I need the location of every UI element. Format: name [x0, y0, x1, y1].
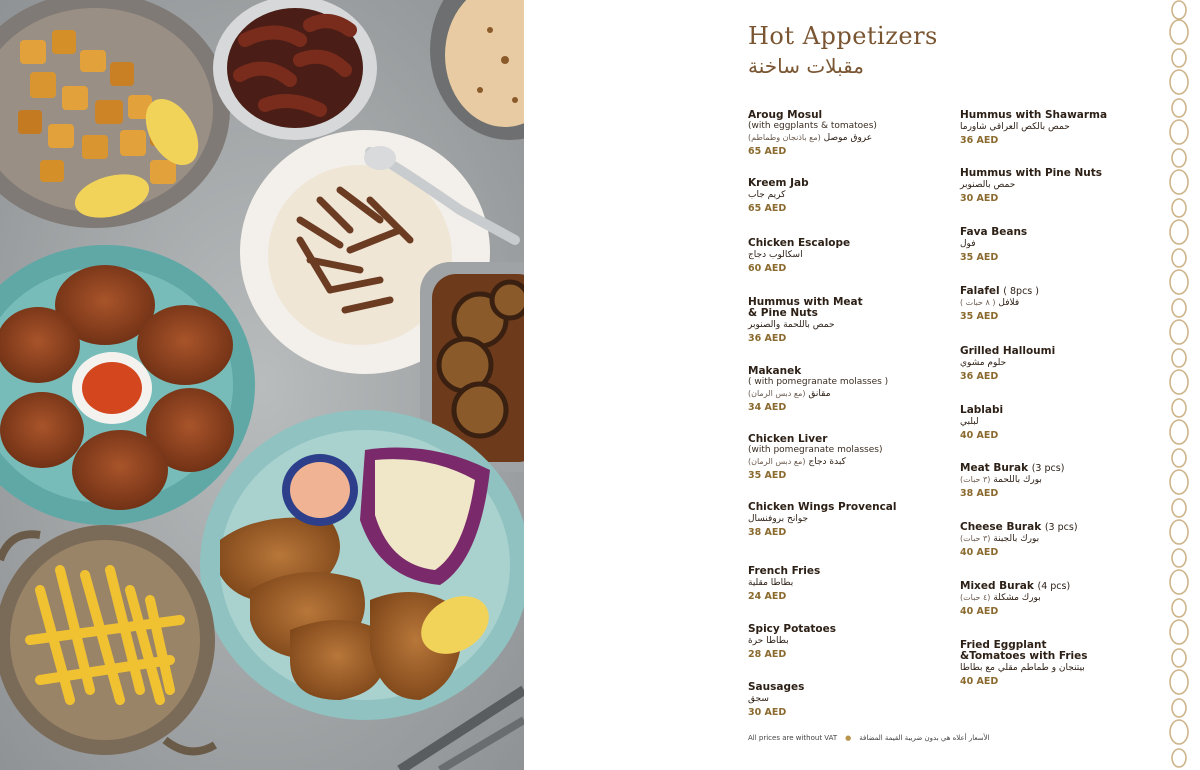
item-name-arabic: حمص بالصنوبر: [960, 180, 1016, 190]
item-name-arabic: فول: [960, 239, 976, 249]
item-price: 38 AED: [748, 527, 787, 538]
item-name: Chicken Wings Provencal: [748, 501, 897, 513]
menu-item: [748, 502, 958, 539]
item-name-arabic: بورك باللحمة: [993, 475, 1042, 485]
item-name-arabic: اسكالوب دجاج: [748, 250, 803, 260]
item-name-arabic: جوانح بروفنسال: [748, 514, 809, 524]
menu-item: [748, 624, 958, 661]
item-name-arabic: حمص بالكص العراقي شاورما: [960, 122, 1070, 132]
menu-item: [960, 227, 1170, 264]
item-price: 40 AED: [960, 430, 999, 441]
menu-item: [748, 366, 958, 414]
item-name-arabic: بورك بالجبنة: [993, 534, 1040, 544]
menu-item: [748, 682, 958, 719]
item-name: Sausages: [748, 681, 805, 693]
item-name-arabic: عروق موصل: [823, 133, 873, 143]
menu-item: [748, 566, 958, 603]
item-name-arabic: كريم جاب: [748, 190, 786, 200]
separator-dot: ●: [845, 734, 852, 742]
item-quantity: (3 pcs): [1031, 463, 1065, 474]
item-name: Falafel: [960, 285, 1000, 297]
item-price: 36 AED: [960, 135, 999, 146]
item-price: 35 AED: [960, 311, 999, 322]
item-name-arabic: بورك مشكلة: [993, 593, 1041, 603]
item-name-arabic: كبدة دجاج: [808, 457, 846, 467]
item-name: Cheese Burak: [960, 521, 1042, 533]
menu-item: [748, 297, 873, 345]
menu-item: [960, 581, 1170, 618]
menu-item: [960, 522, 1170, 559]
item-quantity-arabic: ( ٨ حبات ): [960, 298, 996, 307]
item-name: Mixed Burak: [960, 580, 1034, 592]
item-price: 65 AED: [748, 203, 787, 214]
item-name-arabic: بيتنجان و طماطم مقلي مع بطاطا: [960, 663, 1085, 673]
menu-item: [960, 640, 1090, 688]
item-name-arabic: فلافل: [998, 298, 1020, 308]
menu-item: [748, 434, 958, 482]
item-name-arabic: حمص باللحمة والصنوبر: [748, 320, 835, 330]
item-name: Lablabi: [960, 404, 1004, 416]
menu-item: [960, 346, 1170, 383]
vat-note-arabic: الأسعار أعلاه هي بدون ضريبة القيمة المضافة: [859, 734, 990, 742]
item-note-arabic: (مع دبس الرمان): [748, 389, 806, 398]
item-name: Hummus with Shawarma: [960, 109, 1108, 121]
item-note: ( with pomegranate molasses ): [748, 377, 889, 387]
item-name-arabic: بطاطا مقلية: [748, 578, 794, 588]
item-quantity-arabic: (٣ حبات): [960, 475, 991, 484]
item-name: Chicken Escalope: [748, 237, 851, 249]
item-name: Meat Burak: [960, 462, 1029, 474]
menu-item: [960, 463, 1170, 500]
item-price: 30 AED: [960, 193, 999, 204]
item-price: 40 AED: [960, 676, 999, 687]
menu-item: [748, 110, 958, 158]
item-price: 36 AED: [960, 371, 999, 382]
item-name: Fava Beans: [960, 226, 1028, 238]
item-name: Spicy Potatoes: [748, 623, 837, 635]
item-name: Makanek: [748, 365, 802, 377]
menu-item: [748, 178, 958, 215]
item-price: 60 AED: [748, 263, 787, 274]
item-note-arabic: (مع دبس الرمان): [748, 457, 806, 466]
item-name: Aroug Mosul: [748, 109, 823, 121]
item-price: 34 AED: [748, 402, 787, 413]
item-name: Chicken Liver: [748, 433, 828, 445]
item-quantity: (3 pcs): [1044, 522, 1078, 533]
item-price: 38 AED: [960, 488, 999, 499]
item-name-arabic: حلوم مشوي: [960, 358, 1007, 368]
item-price: 65 AED: [748, 146, 787, 157]
item-name: French Fries: [748, 565, 821, 577]
item-quantity-arabic: (٣ حبات): [960, 534, 991, 543]
item-name: Hummus with Pine Nuts: [960, 167, 1103, 179]
item-note-arabic: (مع باذنجان وطماطم): [748, 133, 821, 142]
food-photo: [0, 0, 524, 770]
item-price: 35 AED: [960, 252, 999, 263]
item-quantity-arabic: (٤ حبات): [960, 593, 991, 602]
item-price: 24 AED: [748, 591, 787, 602]
section-title: Hot Appetizers: [748, 22, 938, 50]
item-price: 40 AED: [960, 547, 999, 558]
item-price: 40 AED: [960, 606, 999, 617]
section-title-arabic: مقبلات ساخنة: [748, 54, 864, 78]
item-quantity: (4 pcs): [1037, 581, 1071, 592]
vat-note: [748, 734, 990, 742]
item-name: Fried Eggplant &Tomatoes with Fries: [960, 639, 1088, 662]
item-note: (with eggplants & tomatoes): [748, 121, 877, 131]
chain-border-ornament: [1166, 0, 1192, 770]
menu-item: [748, 238, 958, 275]
item-name-arabic: سجق: [748, 694, 769, 704]
item-quantity: ( 8pcs ): [1003, 286, 1039, 297]
menu-item: [960, 286, 1170, 323]
menu-page: [524, 0, 1200, 770]
item-price: 35 AED: [748, 470, 787, 481]
menu-item: [960, 168, 1170, 205]
item-price: 28 AED: [748, 649, 787, 660]
item-name: Grilled Halloumi: [960, 345, 1056, 357]
item-price: 30 AED: [748, 707, 787, 718]
vat-note-english: All prices are without VAT: [748, 734, 838, 742]
item-name-arabic: بطاطا حرة: [748, 636, 789, 646]
item-name: Kreem Jab: [748, 177, 809, 189]
item-price: 36 AED: [748, 333, 787, 344]
menu-item: [960, 110, 1170, 147]
item-name-arabic: لبلبي: [960, 417, 979, 427]
item-note: (with pomegranate molasses): [748, 445, 883, 455]
item-name-arabic: مقانق: [808, 389, 831, 399]
item-name: Hummus with Meat & Pine Nuts: [748, 296, 863, 319]
menu-item: [960, 405, 1170, 442]
